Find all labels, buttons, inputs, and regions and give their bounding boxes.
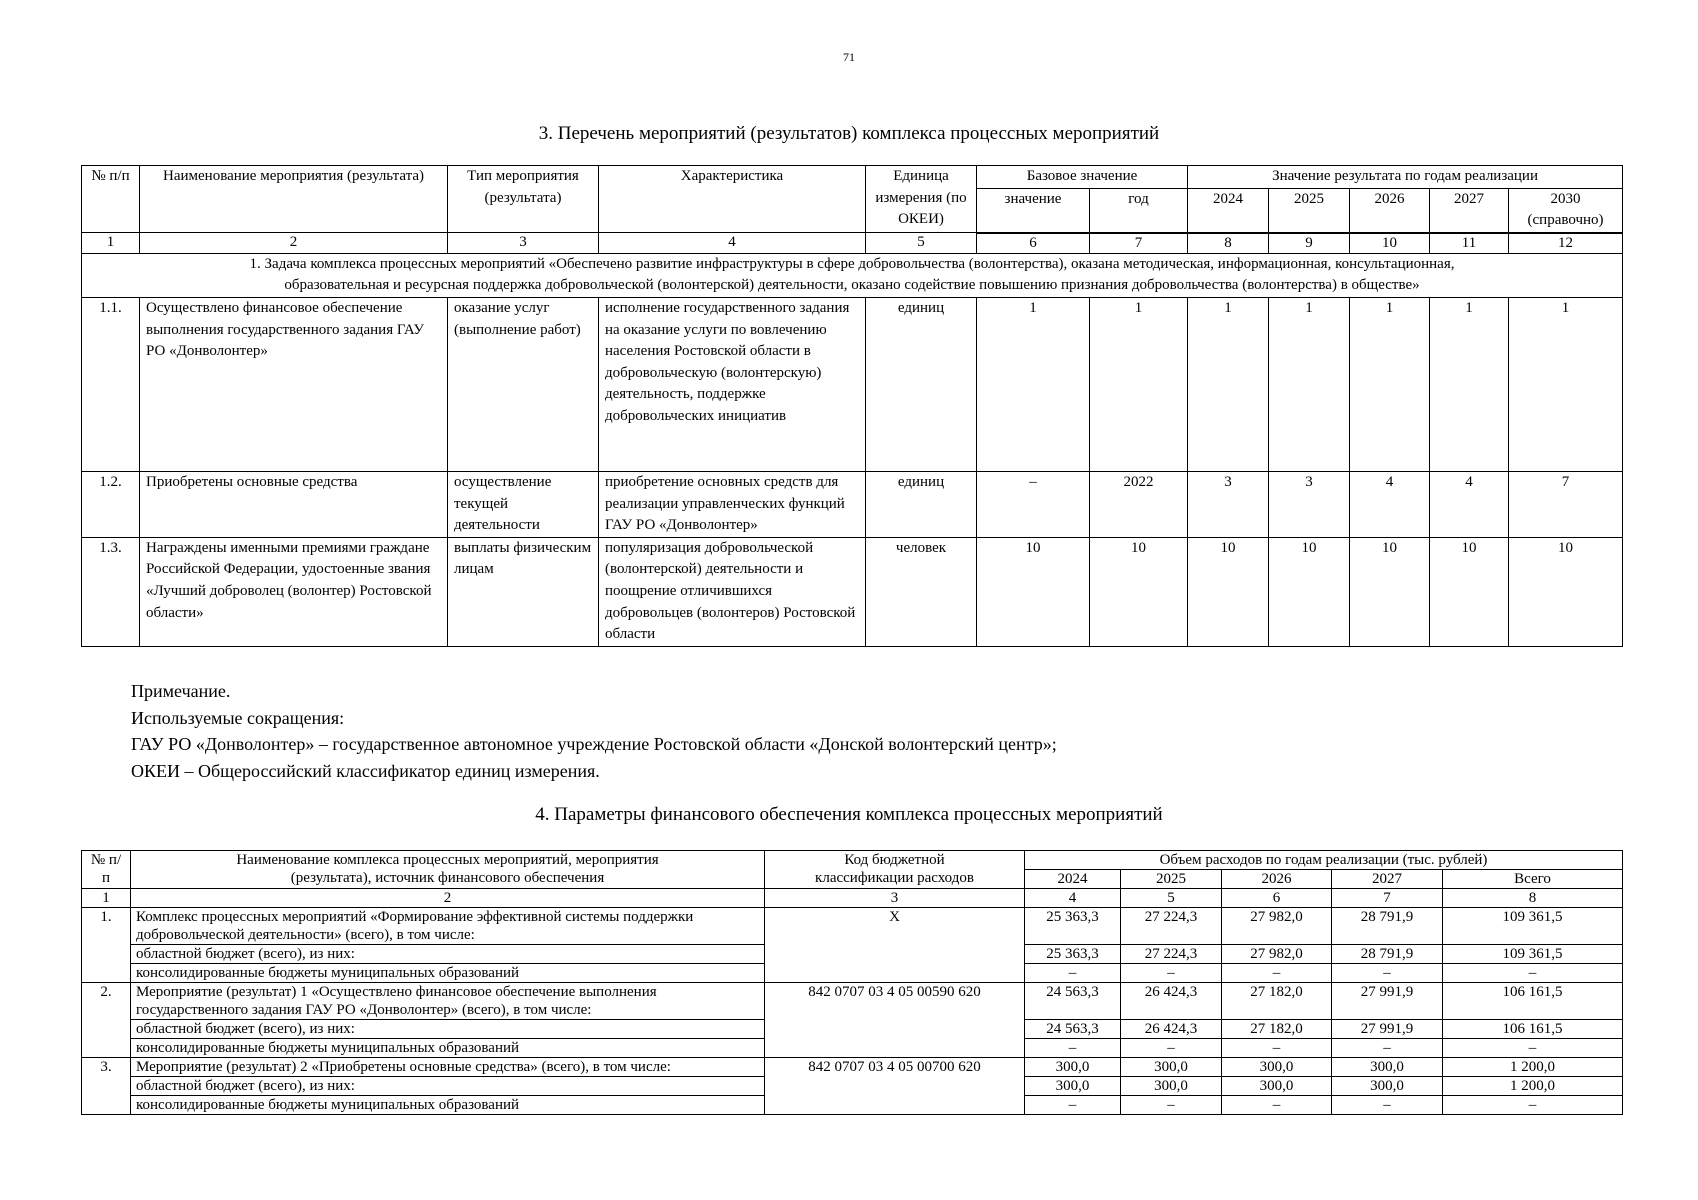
row-2027: 28 791,9	[1332, 945, 1443, 964]
header-2027: 2027	[1332, 870, 1443, 889]
row-2027: –	[1332, 964, 1443, 983]
header-code: Код бюджетной классификации расходов	[765, 851, 1025, 889]
row-2026: –	[1222, 1096, 1332, 1115]
row-num: 3.	[82, 1058, 131, 1115]
row-2024: 25 363,3	[1025, 908, 1121, 945]
row-2027: 300,0	[1332, 1077, 1443, 1096]
finance-table	[81, 850, 1623, 1115]
row-2024: –	[1025, 964, 1121, 983]
row-base-year: 10	[1090, 537, 1188, 646]
row-name: областной бюджет (всего), из них:	[131, 1077, 765, 1096]
col-number: 1	[82, 233, 140, 254]
header-total: Всего	[1443, 870, 1623, 889]
row-2027: –	[1332, 1096, 1443, 1115]
row-name: консолидированные бюджеты муниципальных образований	[131, 1096, 765, 1115]
row-2025: 1	[1269, 297, 1350, 471]
task-row: 1. Задача комплекса процессных мероприятий «Обеспечено развитие инфраструктуры в сфере добровольчества (волонтерства), оказана методическая, информационная, консультационная, образовательная и ресурсная поддержка добровольческой (волонтерской) деятельности, оказано содействие повышению признания добровольчества (волонтерства) в обществе»	[82, 253, 1623, 297]
row-code: 842 0707 03 4 05 00700 620	[765, 1058, 1025, 1115]
row-2024: 300,0	[1025, 1077, 1121, 1096]
row-unit: единиц	[866, 297, 977, 471]
row-name: Награждены именными премиями граждане Российской Федерации, удостоенные звания «Лучший доброволец (волонтер) Ростовской области»	[140, 537, 448, 646]
row-2025: 27 224,3	[1121, 945, 1222, 964]
col-number: 9	[1269, 233, 1350, 254]
row-2025: 3	[1269, 471, 1350, 537]
header-base-value: значение	[977, 188, 1090, 233]
row-total: 109 361,5	[1443, 908, 1623, 945]
col-number: 7	[1332, 889, 1443, 908]
header-characteristic: Характеристика	[599, 166, 866, 233]
row-unit: человек	[866, 537, 977, 646]
col-number: 7	[1090, 233, 1188, 254]
header-num: № п/п	[82, 851, 131, 889]
row-characteristic: популяризация добровольческой (волонтерской) деятельности и поощрение отличившихся добровольцев (волонтеров) Ростовской области	[599, 537, 866, 646]
header-2025: 2025	[1269, 188, 1350, 233]
row-type: выплаты физическим лицам	[448, 537, 599, 646]
row-2027: 10	[1430, 537, 1509, 646]
col-number: 8	[1443, 889, 1623, 908]
measures-table	[81, 165, 1623, 647]
note-abbreviation: ГАУ РО «Донволонтер» – государственное автономное учреждение Ростовской области «Донской волонтерский центр»;	[131, 734, 1057, 754]
header-volume: Объем расходов по годам реализации (тыс. рублей)	[1025, 851, 1623, 870]
table-row	[82, 471, 1623, 537]
row-name: областной бюджет (всего), из них:	[131, 1020, 765, 1039]
row-2024: 300,0	[1025, 1058, 1121, 1077]
row-code: 842 0707 03 4 05 00590 620	[765, 983, 1025, 1058]
row-2026: –	[1222, 1039, 1332, 1058]
row-type: осуществление текущей деятельности	[448, 471, 599, 537]
col-number: 3	[448, 233, 599, 254]
col-number: 8	[1188, 233, 1269, 254]
col-number: 1	[82, 889, 131, 908]
row-code: Х	[765, 908, 1025, 983]
header-base: Базовое значение	[977, 166, 1188, 189]
row-2026: 27 182,0	[1222, 1020, 1332, 1039]
section-4-title: 4. Параметры финансового обеспечения комплекса процессных мероприятий	[535, 804, 1163, 825]
table-row	[82, 537, 1623, 646]
row-2026: 300,0	[1222, 1077, 1332, 1096]
row-2025: –	[1121, 1096, 1222, 1115]
row-2024: –	[1025, 1039, 1121, 1058]
column-number-row	[82, 889, 1623, 908]
table-row	[82, 1058, 1623, 1077]
row-2027: 4	[1430, 471, 1509, 537]
row-2024: 24 563,3	[1025, 1020, 1121, 1039]
row-unit: единиц	[866, 471, 977, 537]
page-number: 71	[843, 50, 855, 64]
col-number: 2	[131, 889, 765, 908]
row-num: 1.2.	[82, 471, 140, 537]
row-num: 1.3.	[82, 537, 140, 646]
row-total: 106 161,5	[1443, 983, 1623, 1020]
row-name: Мероприятие (результат) 2 «Приобретены основные средства» (всего), в том числе:	[131, 1058, 765, 1077]
col-number: 3	[765, 889, 1025, 908]
row-2026: 27 982,0	[1222, 908, 1332, 945]
row-num: 1.1.	[82, 297, 140, 471]
row-num: 1.	[82, 908, 131, 983]
row-characteristic: приобретение основных средств для реализации управленческих функций ГАУ РО «Донволонтер»	[599, 471, 866, 537]
row-2024: 10	[1188, 537, 1269, 646]
header-2030: 2030 (справочно)	[1509, 188, 1623, 233]
header-type: Тип мероприятия (результата)	[448, 166, 599, 233]
row-2030: 10	[1509, 537, 1623, 646]
row-2026: 10	[1350, 537, 1430, 646]
notes	[131, 678, 1057, 784]
row-characteristic: исполнение государственного задания на оказание услуги по вовлечению населения Ростовской области в добровольческую (волонтерскую) деятельность, поддержке добровольческих инициатив	[599, 297, 866, 471]
row-2024: –	[1025, 1096, 1121, 1115]
row-total: –	[1443, 1039, 1623, 1058]
header-2027: 2027	[1430, 188, 1509, 233]
row-total: 106 161,5	[1443, 1020, 1623, 1039]
note-abbreviations-heading: Используемые сокращения:	[131, 707, 345, 728]
row-2026: 4	[1350, 471, 1430, 537]
header-2024: 2024	[1025, 870, 1121, 889]
row-base-value: –	[977, 471, 1090, 537]
header-2024: 2024	[1188, 188, 1269, 233]
col-number: 12	[1509, 233, 1623, 254]
col-number: 2	[140, 233, 448, 254]
col-number: 6	[1222, 889, 1332, 908]
row-2025: 26 424,3	[1121, 983, 1222, 1020]
col-number: 5	[866, 233, 977, 254]
table-row	[82, 983, 1623, 1020]
row-2030: 7	[1509, 471, 1623, 537]
header-num: № п/п	[82, 166, 140, 233]
column-number-row	[82, 233, 1623, 254]
note-abbreviation: ОКЕИ – Общероссийский классификатор единиц измерения.	[131, 760, 600, 781]
header-2026: 2026	[1222, 870, 1332, 889]
header-2025: 2025	[1121, 870, 1222, 889]
row-2027: 28 791,9	[1332, 908, 1443, 945]
header-2026: 2026	[1350, 188, 1430, 233]
header-result: Значение результата по годам реализации	[1188, 166, 1623, 189]
row-2024: 1	[1188, 297, 1269, 471]
row-type: оказание услуг (выполнение работ)	[448, 297, 599, 471]
row-2027: 27 991,9	[1332, 983, 1443, 1020]
row-2024: 3	[1188, 471, 1269, 537]
col-number: 11	[1430, 233, 1509, 254]
row-2025: 300,0	[1121, 1077, 1222, 1096]
col-number: 6	[977, 233, 1090, 254]
row-2026: 27 182,0	[1222, 983, 1332, 1020]
row-name: Приобретены основные средства	[140, 471, 448, 537]
row-2025: 26 424,3	[1121, 1020, 1222, 1039]
col-number: 4	[1025, 889, 1121, 908]
col-number: 5	[1121, 889, 1222, 908]
row-name: областной бюджет (всего), из них:	[131, 945, 765, 964]
row-2027: –	[1332, 1039, 1443, 1058]
row-2025: 10	[1269, 537, 1350, 646]
row-2027: 1	[1430, 297, 1509, 471]
col-number: 4	[599, 233, 866, 254]
table-row	[82, 908, 1623, 945]
row-2026: –	[1222, 964, 1332, 983]
row-2026: 1	[1350, 297, 1430, 471]
row-2026: 300,0	[1222, 1058, 1332, 1077]
row-2030: 1	[1509, 297, 1623, 471]
row-2027: 300,0	[1332, 1058, 1443, 1077]
row-2025: –	[1121, 1039, 1222, 1058]
row-base-value: 10	[977, 537, 1090, 646]
row-name: консолидированные бюджеты муниципальных образований	[131, 1039, 765, 1058]
row-num: 2.	[82, 983, 131, 1058]
row-2025: –	[1121, 964, 1222, 983]
row-name: Комплекс процессных мероприятий «Формирование эффективной системы поддержки добровольческой деятельности» (всего), в том числе:	[131, 908, 765, 945]
row-2025: 300,0	[1121, 1058, 1222, 1077]
row-name: Мероприятие (результат) 1 «Осуществлено финансовое обеспечение выполнения государственного задания ГАУ РО «Донволонтер» (всего), в том числе:	[131, 983, 765, 1020]
row-2024: 24 563,3	[1025, 983, 1121, 1020]
row-name: консолидированные бюджеты муниципальных образований	[131, 964, 765, 983]
col-number: 10	[1350, 233, 1430, 254]
row-base-value: 1	[977, 297, 1090, 471]
row-2026: 27 982,0	[1222, 945, 1332, 964]
row-2024: 25 363,3	[1025, 945, 1121, 964]
row-total: –	[1443, 964, 1623, 983]
header-name: Наименование комплекса процессных мероприятий, мероприятия (результата), источник финансового обеспечения	[131, 851, 765, 889]
note-heading: Примечание.	[131, 681, 231, 701]
section-3-title: 3. Перечень мероприятий (результатов) комплекса процессных мероприятий	[538, 123, 1160, 144]
row-total: 1 200,0	[1443, 1077, 1623, 1096]
table-row	[82, 297, 1623, 471]
header-unit: Единица измерения (по ОКЕИ)	[866, 166, 977, 233]
row-base-year: 1	[1090, 297, 1188, 471]
row-name: Осуществлено финансовое обеспечение выполнения государственного задания ГАУ РО «Донволонтер»	[140, 297, 448, 471]
row-total: –	[1443, 1096, 1623, 1115]
header-name: Наименование мероприятия (результата)	[140, 166, 448, 233]
row-base-year: 2022	[1090, 471, 1188, 537]
row-total: 1 200,0	[1443, 1058, 1623, 1077]
row-2025: 27 224,3	[1121, 908, 1222, 945]
row-2027: 27 991,9	[1332, 1020, 1443, 1039]
row-total: 109 361,5	[1443, 945, 1623, 964]
header-base-year: год	[1090, 188, 1188, 233]
